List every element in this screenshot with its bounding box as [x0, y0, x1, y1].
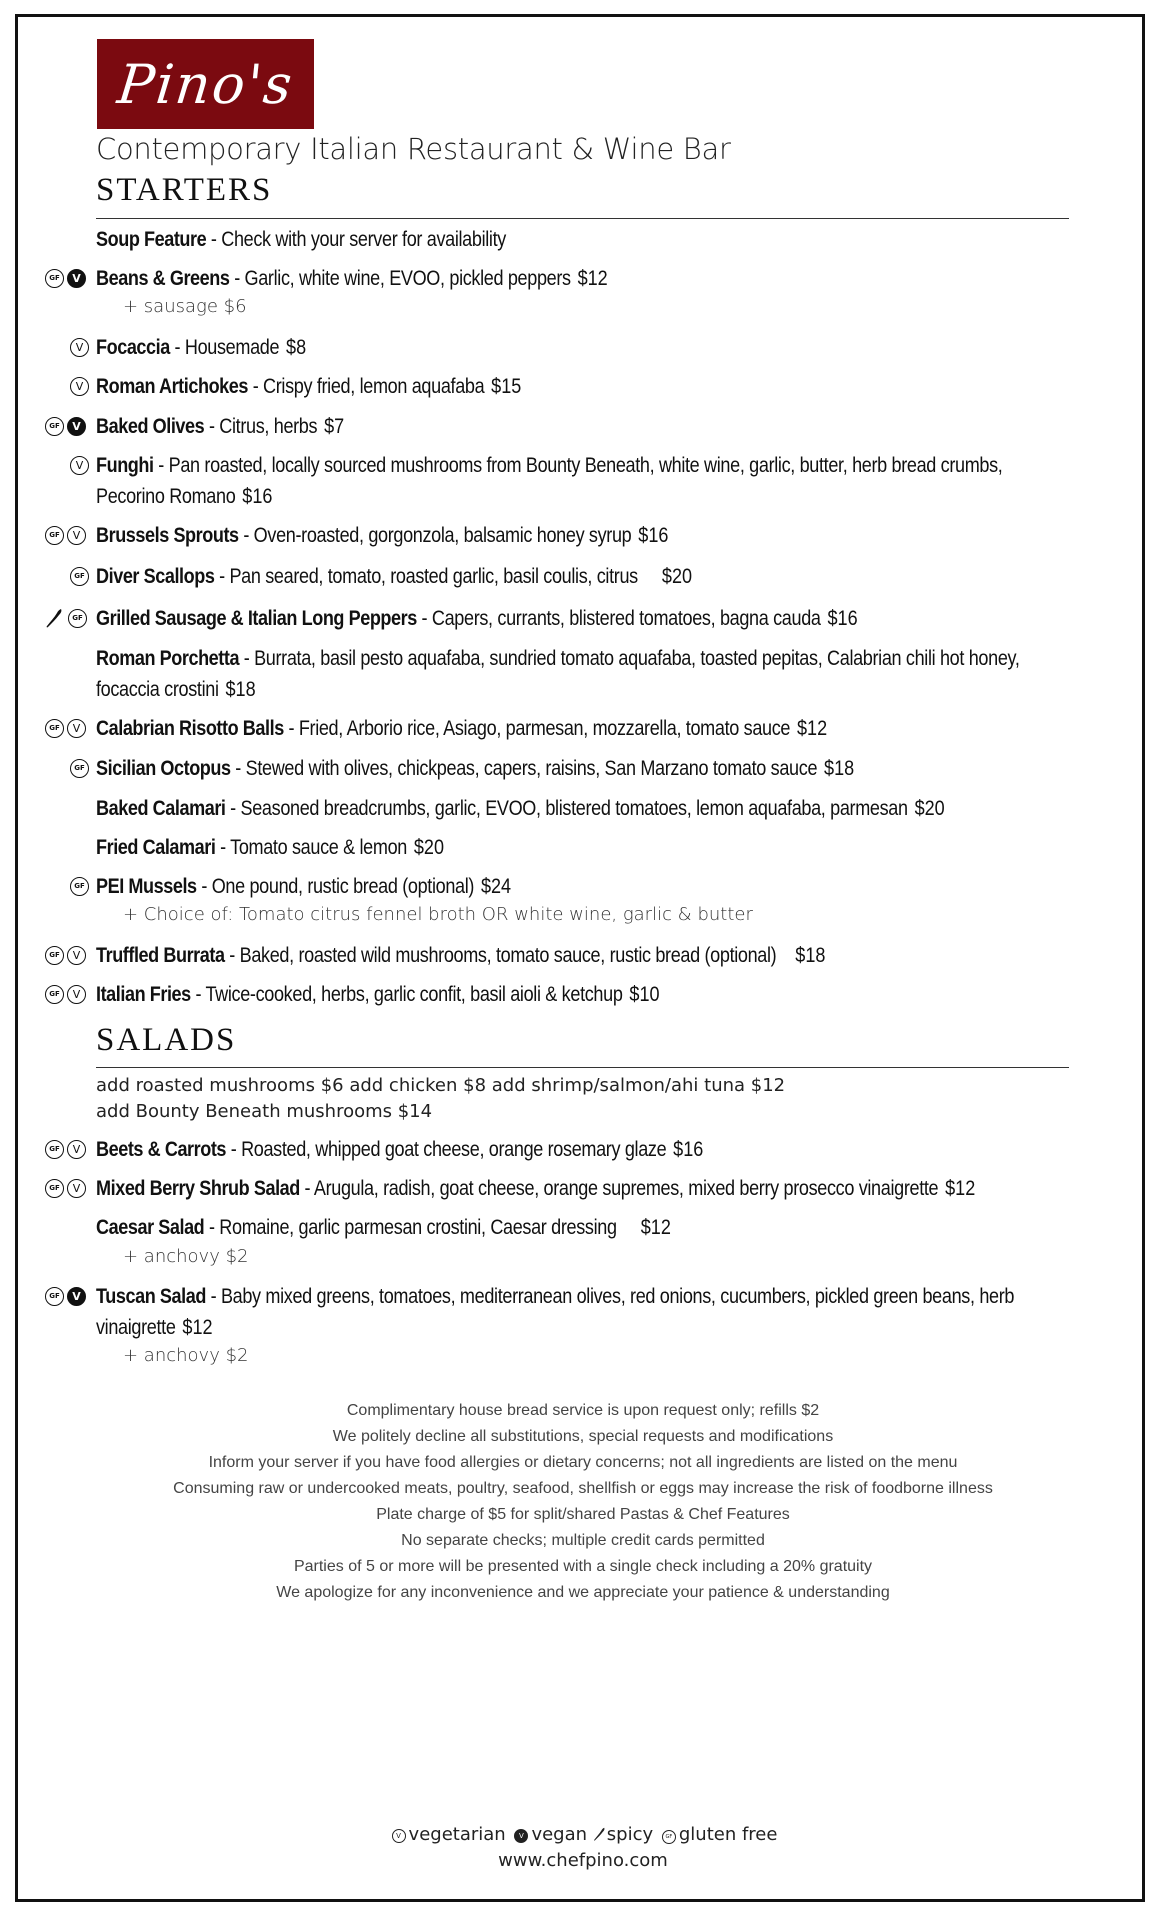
- gluten-free-icon: GF: [68, 609, 87, 628]
- diet-icons: [70, 757, 89, 779]
- menu-item: [96, 450, 1066, 512]
- menu-item: [96, 520, 1066, 551]
- divider: [96, 218, 1069, 219]
- vegetarian-icon: V: [70, 377, 89, 396]
- vegan-icon: V: [67, 269, 86, 288]
- item-price: $16: [638, 524, 669, 547]
- section-title-salads: SALADS: [96, 1022, 237, 1058]
- item-addon: + sausage $6: [123, 296, 247, 317]
- menu-item: [96, 713, 1066, 744]
- item-price: $18: [824, 757, 855, 780]
- item-name: Baked Olives: [96, 415, 205, 438]
- menu-item: [96, 832, 1066, 863]
- diet-icons: [70, 375, 89, 397]
- item-name: Grilled Sausage & Italian Long Peppers: [96, 607, 417, 630]
- item-desc: - Pan seared, tomato, roasted garlic, basil coulis, citrus: [214, 565, 638, 588]
- vegetarian-icon: V: [70, 338, 89, 357]
- item-price: $8: [286, 336, 307, 359]
- item-desc: - Roasted, whipped goat cheese, orange rosemary glaze: [226, 1138, 667, 1161]
- item-name: Beans & Greens: [96, 267, 230, 290]
- vegetarian-icon: V: [67, 985, 86, 1004]
- item-name: Baked Calamari: [96, 797, 226, 820]
- note-line: We politely decline all substitutions, special requests and modifications: [332, 1428, 834, 1445]
- item-name: Funghi: [96, 454, 154, 477]
- diet-icons: [45, 1285, 86, 1307]
- diet-icons: [45, 1177, 86, 1199]
- item-price: $12: [945, 1177, 976, 1200]
- item-price: $12: [577, 267, 608, 290]
- item-name: Beets & Carrots: [96, 1138, 227, 1161]
- menu-item: [96, 1281, 1066, 1343]
- legend-vegetarian: vegetarian: [408, 1824, 506, 1845]
- vegetarian-icon: V: [67, 526, 86, 545]
- gluten-free-icon: GF: [45, 526, 64, 545]
- item-price: $24: [480, 875, 512, 898]
- item-name: Calabrian Risotto Balls: [96, 717, 284, 740]
- logo-text: Pino's: [114, 52, 297, 116]
- diet-icons: [45, 1138, 86, 1160]
- menu-item: [96, 332, 1066, 363]
- item-price: $20: [413, 836, 445, 859]
- item-desc: - Tomato sauce & lemon: [215, 836, 407, 859]
- gluten-free-icon: GF: [70, 759, 89, 778]
- item-name: Mixed Berry Shrub Salad: [96, 1177, 300, 1200]
- item-price: $18: [795, 944, 826, 967]
- note-line: We apologize for any inconvenience and we appreciate your patience & understanding: [276, 1584, 890, 1601]
- vegan-icon: V: [67, 417, 86, 436]
- item-name: PEI Mussels: [96, 875, 197, 898]
- item-price: $18: [225, 678, 256, 701]
- item-name: Tuscan Salad: [96, 1285, 206, 1308]
- item-desc: - Capers, currants, blistered tomatoes, bagna cauda: [416, 607, 821, 630]
- vegetarian-icon: V: [67, 1179, 86, 1198]
- gluten-free-icon: GF: [45, 1287, 64, 1306]
- item-name: Fried Calamari: [96, 836, 216, 859]
- item-desc: - Twice-cooked, herbs, garlic confit, basil aioli & ketchup: [190, 983, 623, 1006]
- item-price: $20: [661, 565, 693, 588]
- vegetarian-icon: V: [392, 1829, 406, 1843]
- legend-gluten-free: gluten free: [678, 1824, 778, 1845]
- divider: [96, 1067, 1069, 1068]
- legend-spicy: spicy: [606, 1824, 654, 1845]
- menu-item: [96, 603, 1066, 634]
- menu-item: [96, 263, 1066, 294]
- item-desc: - Seasoned breadcrumbs, garlic, EVOO, blistered tomatoes, lemon aquafaba, parmesan: [225, 797, 908, 820]
- gluten-free-icon: GF: [45, 1140, 64, 1159]
- item-name: Diver Scallops: [96, 565, 215, 588]
- diet-icons: [45, 717, 86, 739]
- item-desc: - One pound, rustic bread (optional): [196, 875, 475, 898]
- item-desc: - Arugula, radish, goat cheese, orange supremes, mixed berry prosecco vinaigrette: [299, 1177, 939, 1200]
- gluten-free-icon: GF: [45, 1179, 64, 1198]
- menu-item: [96, 561, 1066, 592]
- salad-addons: add Bounty Beneath mushrooms $14: [96, 1101, 433, 1122]
- note-line: Consuming raw or undercooked meats, poultry, seafood, shellfish or eggs may increase the risk of foodborne illness: [173, 1480, 993, 1497]
- note-line: Inform your server if you have food allergies or dietary concerns; not all ingredients are listed on the menu: [208, 1454, 958, 1471]
- menu-item: [96, 753, 1066, 784]
- item-name: Roman Artichokes: [96, 375, 249, 398]
- gluten-free-icon: GF: [662, 1830, 676, 1844]
- item-name: Caesar Salad: [96, 1216, 205, 1239]
- item-name: Italian Fries: [96, 983, 191, 1006]
- item-price: $16: [827, 607, 858, 630]
- item-desc: - Pan roasted, locally sourced mushrooms from Bounty Beneath, white wine, garlic, butter, herb bread crumbs, Pecorino Romano: [96, 454, 1003, 508]
- item-price: $16: [242, 485, 273, 508]
- item-name: Roman Porchetta: [96, 647, 240, 670]
- diet-icons: [45, 415, 86, 437]
- diet-legend: [0, 1824, 1166, 1847]
- item-price: $16: [673, 1138, 704, 1161]
- item-desc: - Oven-roasted, gorgonzola, balsamic honey syrup: [238, 524, 632, 547]
- section-title-starters: STARTERS: [96, 172, 273, 208]
- item-desc: - Garlic, white wine, EVOO, pickled peppers: [229, 267, 571, 290]
- vegan-icon: V: [514, 1829, 528, 1843]
- diet-icons: [70, 454, 89, 476]
- item-desc: - Baked, roasted wild mushrooms, tomato sauce, rustic bread (optional): [224, 944, 777, 967]
- item-price: $12: [640, 1216, 671, 1239]
- item-name: Focaccia: [96, 336, 170, 359]
- item-desc: - Crispy fried, lemon aquafaba: [248, 375, 485, 398]
- item-name: Brussels Sprouts: [96, 524, 239, 547]
- policy-notes: [0, 1398, 1166, 1606]
- menu-item: [96, 979, 1066, 1010]
- vegetarian-icon: V: [67, 719, 86, 738]
- chili-pepper-icon: [593, 1826, 607, 1847]
- item-desc: - Romaine, garlic parmesan crostini, Caesar dressing: [204, 1216, 617, 1239]
- note-line: Plate charge of $5 for split/shared Pastas & Chef Features: [376, 1506, 790, 1523]
- item-desc: - Baby mixed greens, tomatoes, mediterranean olives, red onions, cucumbers, pickled green beans, herb vinaigrette: [96, 1285, 1015, 1339]
- item-addon: + Choice of: Tomato citrus fennel broth OR white wine, garlic & butter: [123, 904, 753, 925]
- diet-icons: [45, 267, 86, 289]
- menu-item: [96, 643, 1066, 705]
- menu-item: [96, 1212, 1066, 1243]
- diet-icons: [45, 524, 86, 546]
- diet-icons: [70, 875, 89, 897]
- vegan-icon: V: [67, 1287, 86, 1306]
- menu-item: [96, 871, 1066, 902]
- item-desc: - Housemade: [169, 336, 280, 359]
- gluten-free-icon: GF: [45, 269, 64, 288]
- restaurant-subtitle: Contemporary Italian Restaurant & Wine Bar: [96, 132, 731, 166]
- vegetarian-icon: V: [67, 946, 86, 965]
- item-addon: + anchovy $2: [123, 1345, 249, 1366]
- item-name: Sicilian Octopus: [96, 757, 231, 780]
- note-line: Complimentary house bread service is upon request only; refills $2: [346, 1402, 820, 1419]
- salad-addons: add roasted mushrooms $6 add chicken $8 add shrimp/salmon/ahi tuna $12: [96, 1075, 786, 1096]
- menu-item: [96, 1173, 1066, 1204]
- item-addon: + anchovy $2: [123, 1246, 249, 1267]
- item-price: $20: [914, 797, 945, 820]
- legend-vegan: vegan: [531, 1824, 588, 1845]
- gluten-free-icon: GF: [45, 985, 64, 1004]
- diet-icons: [45, 607, 87, 629]
- note-line: Parties of 5 or more will be presented with a single check including a 20% gratuity: [293, 1558, 873, 1575]
- menu-item: [96, 940, 1066, 971]
- vegetarian-icon: V: [70, 456, 89, 475]
- menu-item: [96, 371, 1066, 402]
- item-price: $12: [796, 717, 828, 740]
- gluten-free-icon: GF: [70, 877, 89, 896]
- website-link[interactable]: www.chefpino.com: [498, 1850, 668, 1871]
- gluten-free-icon: GF: [45, 946, 64, 965]
- diet-icons: [45, 944, 86, 966]
- item-desc: - Stewed with olives, chickpeas, capers, raisins, San Marzano tomato sauce: [230, 757, 818, 780]
- item-desc: - Burrata, basil pesto aquafaba, sundried tomato aquafaba, toasted pepitas, Calabrian chili hot honey, focaccia crostini: [96, 647, 1020, 701]
- gluten-free-icon: GF: [45, 417, 64, 436]
- gluten-free-icon: GF: [45, 719, 64, 738]
- menu-item: [96, 224, 1066, 255]
- menu-item: [96, 793, 1066, 824]
- menu-item: [96, 1134, 1066, 1165]
- note-line: No separate checks; multiple credit cards permitted: [401, 1532, 765, 1549]
- vegetarian-icon: V: [67, 1140, 86, 1159]
- item-price: $10: [629, 983, 660, 1006]
- gluten-free-icon: GF: [70, 567, 89, 586]
- item-name: Soup Feature: [96, 228, 207, 251]
- item-desc: - Fried, Arborio rice, Asiago, parmesan, mozzarella, tomato sauce: [283, 717, 791, 740]
- diet-icons: [70, 565, 89, 587]
- item-price: $15: [491, 375, 522, 398]
- item-desc: - Citrus, herbs: [204, 415, 318, 438]
- item-name: Truffled Burrata: [96, 944, 225, 967]
- diet-icons: [45, 983, 86, 1005]
- logo: [97, 39, 314, 129]
- item-desc: - Check with your server for availability: [206, 228, 506, 251]
- menu-item: [96, 411, 1066, 442]
- item-price: $12: [182, 1316, 213, 1339]
- item-price: $7: [324, 415, 345, 438]
- chili-pepper-icon: [45, 607, 65, 629]
- diet-icons: [70, 336, 89, 358]
